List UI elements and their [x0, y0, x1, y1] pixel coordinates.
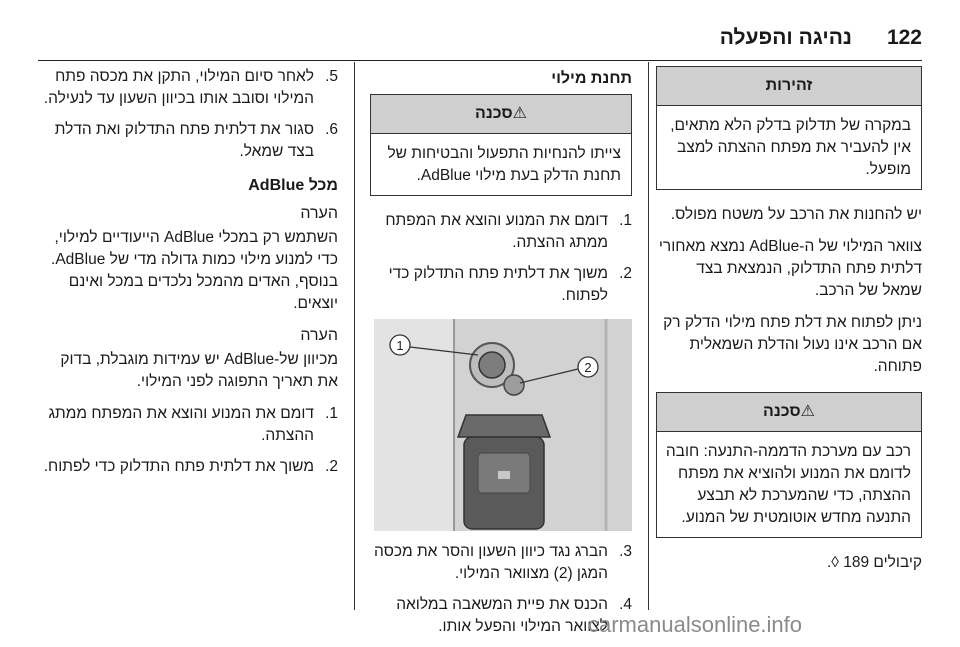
caution-text: צייתו להנחיות התפעול והבטיחות של תחנת הדלק בעת מילוי AdBlue.	[387, 145, 621, 184]
caution-box	[370, 94, 632, 196]
caution-title: סכנה	[475, 105, 513, 122]
warning-box	[656, 66, 922, 190]
left-column	[36, 66, 338, 487]
warning-triangle-icon: ⚠	[512, 105, 527, 122]
warning-text: במקרה של תדלוק בדלק הלא מתאים, אין להעביר את מפתח ההצתה למצב מופעל.	[670, 117, 911, 178]
section-heading: תחנת מילוי	[551, 70, 632, 87]
cross-reference: קיבולים 189 ◊.	[826, 554, 922, 571]
step-item: 2. משוך את דלתית פתח התדלוק כדי לפתוח.	[43, 458, 338, 475]
right-column	[656, 66, 922, 584]
header-rule	[38, 60, 922, 61]
caution-text: רכב עם מערכת הדממה-התנעה: חובה לדומם את המנוע ולהוציא את מפתח ההצתה, כדי שהמערכת לא תבצע התנעה מחדש אוטומטית של המנוע.	[665, 443, 911, 526]
caution-header	[657, 393, 921, 432]
paragraph: יש להחנות את הרכב על משטח מפולס.	[670, 206, 922, 223]
callout-2: 2	[584, 360, 592, 375]
section-heading: מכל AdBlue	[248, 177, 338, 194]
paragraph: צוואר המילוי של ה-AdBlue נמצא מאחורי דלתית פתח התדלוק, הנמצאת בצד שמאל של הרכב.	[658, 238, 922, 299]
page-header	[0, 20, 960, 60]
step-item: 4. הכנס את פיית המשאבה במלואה לצוואר המילוי והפעל אותו.	[396, 596, 632, 635]
note-text: השתמש רק במכלי AdBlue הייעודיים למילוי, כדי למנוע מילוי כמות גדולה מדי של AdBlue. בנוסף, האדים מהמכל נלכדים במכל ואינם יוצאים.	[51, 229, 338, 312]
paragraph: ניתן לפתוח את דלת פתח מילוי הדלק רק אם הרכב אינו נעול והדלת השמאלית פתוחה.	[663, 314, 922, 375]
step-item: 2. משוך את דלתית פתח התדלוק כדי לפתוח.	[388, 265, 632, 304]
step-item: 1. דומם את המנוע והוצא את המפתח ממתג ההצתה.	[385, 212, 632, 251]
column-divider	[354, 62, 355, 610]
note-title: הערה	[300, 327, 338, 344]
filler-illustration	[374, 319, 632, 531]
callout-1: 1	[396, 338, 404, 353]
caution-title: סכנה	[763, 403, 801, 420]
caution-box	[656, 392, 922, 538]
step-item: 6. סגור את דלתית פתח התדלוק ואת הדלת בצד שמאל.	[54, 121, 338, 160]
step-item: 3. הברג נגד כיוון השעון והסר את מכסה המגן (2) מצוואר המילוי.	[374, 543, 632, 582]
step-item: 1. דומם את המנוע והוצא את המפתח ממתג ההצתה.	[48, 405, 338, 444]
page-number: 122	[886, 26, 922, 49]
watermark: carmanualsonline.info	[588, 612, 803, 637]
page-title: נהיגה והפעלה	[719, 26, 852, 49]
column-divider	[648, 62, 649, 610]
warning-triangle-icon: ⚠	[800, 403, 815, 420]
note-text: מכיוון של-AdBlue יש עמידות מוגבלת, בדוק את תאריך התפוגה לפני המילוי.	[60, 351, 338, 390]
middle-column	[370, 66, 632, 647]
note-title: הערה	[300, 205, 338, 222]
step-item: 5. לאחר סיום המילוי, התקן את מכסה פתח המילוי וסובב אותו בכיוון השעון עד לנעילה.	[43, 68, 338, 107]
caution-header	[371, 95, 631, 134]
warning-title: זהירות	[657, 67, 921, 106]
adblue-filler-figure	[374, 319, 632, 531]
